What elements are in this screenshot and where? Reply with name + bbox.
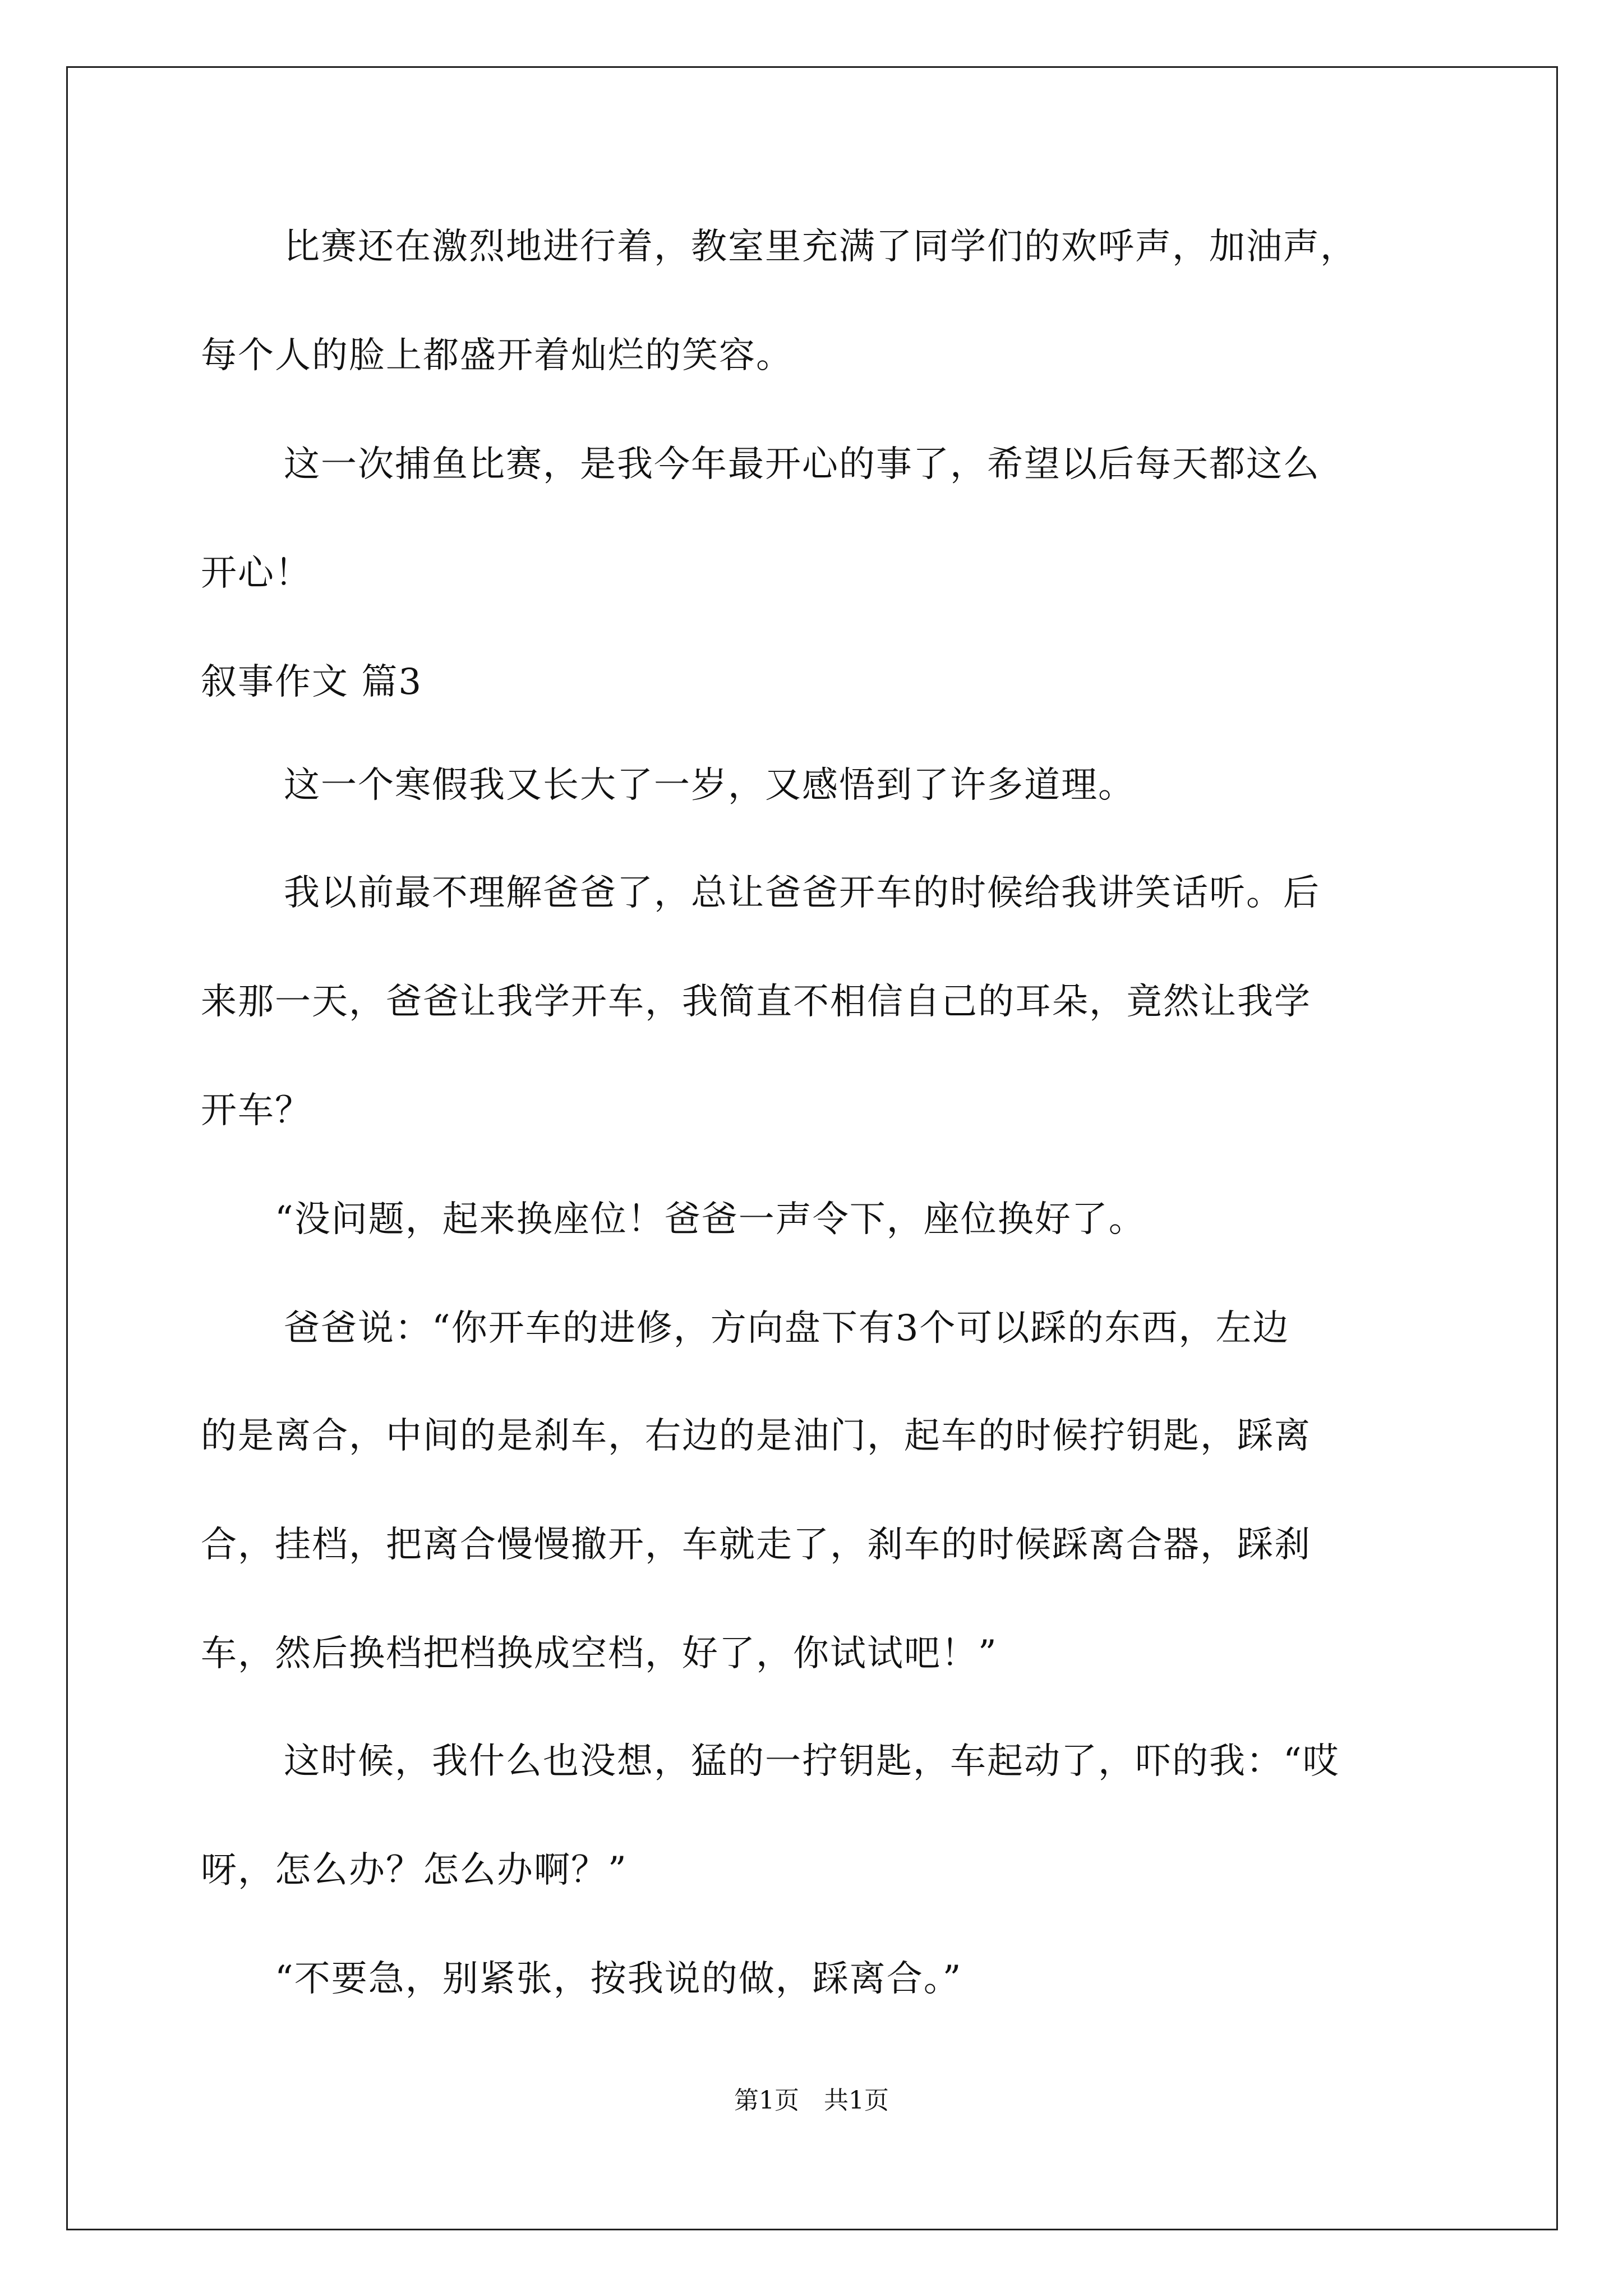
paragraph-line: 开车？ <box>201 1090 312 1131</box>
section-heading: 叙事作文 篇3 <box>201 661 423 703</box>
paragraph-line: 我以前最不理解爸爸了，总让爸爸开车的时候给我讲笑话听。后 <box>284 872 1320 914</box>
paragraph-line: 呀，怎么办？怎么办啊？” <box>201 1849 628 1891</box>
paragraph-line: 比赛还在激烈地进行着，教室里充满了同学们的欢呼声，加油声， <box>284 226 1357 268</box>
page-border <box>66 66 1558 2230</box>
paragraph-line: 来那一天，爸爸让我学开车，我简直不相信自己的耳朵，竟然让我学 <box>201 981 1311 1023</box>
paragraph-line: “没问题，起来换座位！爸爸一声令下，座位换好了。 <box>275 1199 1146 1240</box>
paragraph-line: 这一次捕鱼比赛，是我今年最开心的事了，希望以后每天都这么 <box>284 444 1320 485</box>
paragraph-line: 每个人的脸上都盛开着灿烂的笑容。 <box>201 335 793 376</box>
paragraph-line: 爸爸说：“你开车的进修，方向盘下有3个可以踩的东西，左边 <box>284 1308 1290 1349</box>
paragraph-line: “不要急，别紧张，按我说的做，踩离合。” <box>275 1958 962 2000</box>
paragraph-line: 车，然后换档把档换成空档，好了，你试试吧！” <box>201 1633 998 1674</box>
page-number: 第1页 共1页 <box>734 2086 889 2115</box>
paragraph-line: 开心！ <box>201 553 312 594</box>
paragraph-line: 这一个寒假我又长大了一岁，又感悟到了许多道理。 <box>284 765 1135 806</box>
paragraph-line: 的是离合，中间的是刹车，右边的是油门，起车的时候拧钥匙，踩离 <box>201 1415 1311 1457</box>
paragraph-line: 这时候，我什么也没想，猛的一拧钥匙，车起动了，吓的我：“哎 <box>284 1741 1340 1782</box>
paragraph-line: 合，挂档，把离合慢慢撤开，车就走了，刹车的时候踩离合器，踩刹 <box>201 1524 1311 1566</box>
